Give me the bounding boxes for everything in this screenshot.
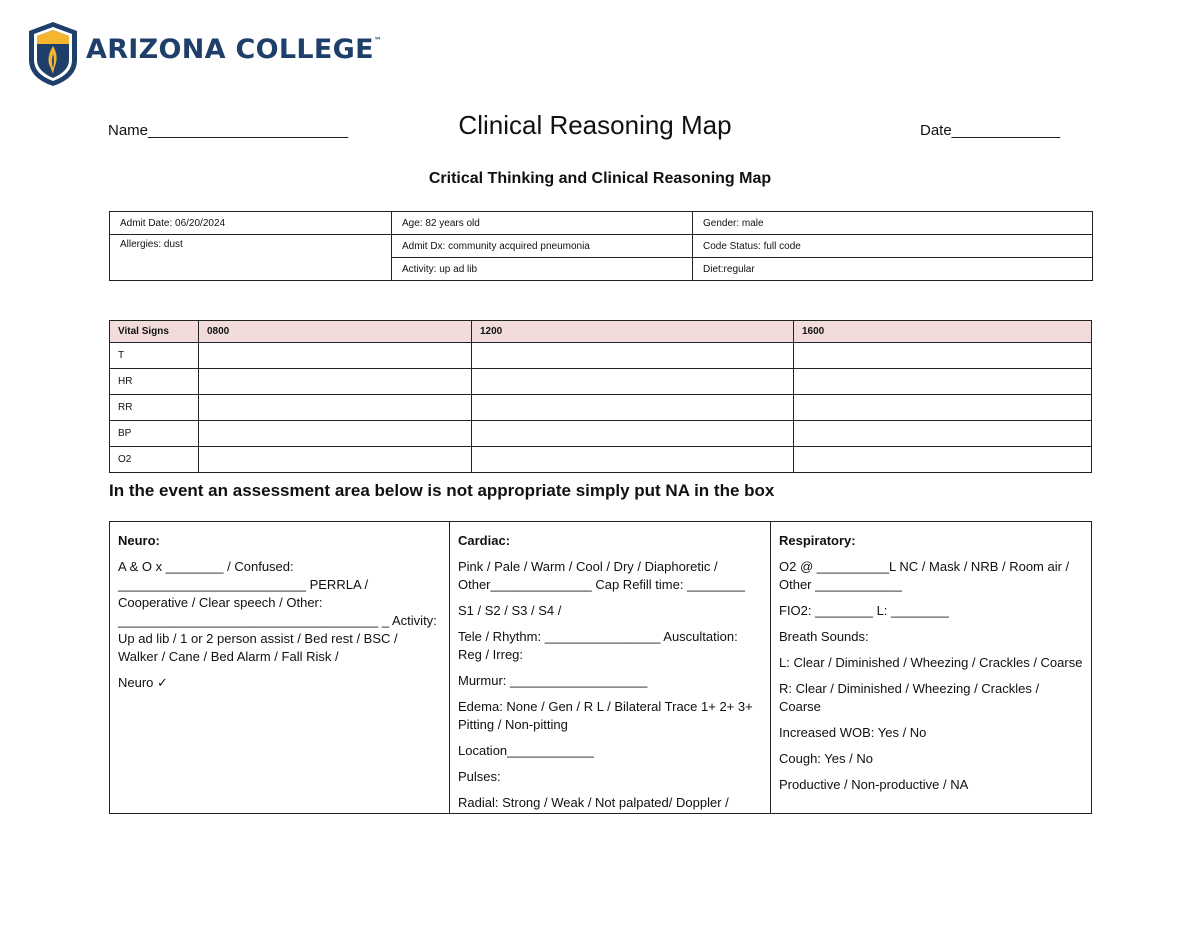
page-title: Clinical Reasoning Map	[458, 110, 732, 140]
vitals-row-rr	[110, 395, 1092, 421]
vitals-row-label: RR	[110, 395, 199, 421]
vitals-cell[interactable]	[794, 343, 1092, 369]
vitals-cell[interactable]	[199, 421, 472, 447]
date-field-label: Date_____________	[920, 122, 1061, 139]
age-cell: Age: 82 years old	[392, 212, 693, 235]
vitals-row-label: HR	[110, 369, 199, 395]
cardiac-section[interactable]	[450, 522, 771, 813]
vitals-header-label: Vital Signs	[110, 321, 199, 343]
vitals-cell[interactable]	[199, 369, 472, 395]
vitals-row-hr	[110, 369, 1092, 395]
cardiac-line: Edema: None / Gen / R L / Bilateral Trace 1+ 2+ 3+ Pitting / Non-pitting	[458, 699, 753, 732]
respiratory-section[interactable]	[771, 522, 1091, 813]
name-field-label: Name________________________	[108, 122, 349, 139]
na-instruction-note: In the event an assessment area below is not appropriate simply put NA in the box	[109, 481, 775, 500]
allergies-cell: Allergies: dust	[110, 235, 392, 281]
vitals-cell[interactable]	[794, 395, 1092, 421]
neuro-heading: Neuro:	[118, 533, 160, 548]
respiratory-line: Cough: Yes / No	[779, 751, 873, 766]
vitals-cell[interactable]	[794, 369, 1092, 395]
vitals-header-row	[110, 321, 1092, 343]
vitals-row-t	[110, 343, 1092, 369]
admit-date-cell: Admit Date: 06/20/2024	[110, 212, 392, 235]
vitals-time-1600: 1600	[794, 321, 1092, 343]
vitals-time-0800: 0800	[199, 321, 472, 343]
vitals-cell[interactable]	[472, 343, 794, 369]
activity-cell: Activity: up ad lib	[392, 258, 693, 281]
cardiac-line: Pulses:	[458, 769, 501, 784]
vitals-cell[interactable]	[472, 369, 794, 395]
vitals-cell[interactable]	[794, 421, 1092, 447]
table-row	[110, 235, 1093, 258]
vitals-cell[interactable]	[472, 447, 794, 473]
cardiac-line: S1 / S2 / S3 / S4 /	[458, 603, 562, 618]
logo-wordmark-text: ARIZONA COLLEGE	[86, 34, 374, 65]
diet-cell: Diet:regular	[693, 258, 1093, 281]
vitals-row-label: BP	[110, 421, 199, 447]
respiratory-heading: Respiratory:	[779, 533, 856, 548]
patient-info-table	[109, 211, 1093, 281]
vitals-cell[interactable]	[199, 343, 472, 369]
vitals-cell[interactable]	[199, 395, 472, 421]
neuro-check-line: Neuro ✓	[118, 675, 168, 690]
vitals-cell[interactable]	[472, 395, 794, 421]
vitals-cell[interactable]	[199, 447, 472, 473]
vitals-row-o2	[110, 447, 1092, 473]
logo-wordmark	[86, 34, 382, 65]
respiratory-line: Breath Sounds:	[779, 629, 869, 644]
vitals-row-bp	[110, 421, 1092, 447]
gender-cell: Gender: male	[693, 212, 1093, 235]
respiratory-line: Productive / Non-productive / NA	[779, 777, 969, 792]
vitals-row-label: O2	[110, 447, 199, 473]
respiratory-line: L: Clear / Diminished / Wheezing / Crackles / Coarse	[779, 655, 1083, 670]
neuro-section[interactable]	[110, 522, 450, 813]
neuro-line: A & O x ________ / Confused: __________________________ PERRLA / Cooperative / Clear speech / Other: ____________________________________ _ Activity: Up ad lib / 1 or 2 person assist / Bed rest / BSC / Walker / Cane / Bed Alarm / Fall Risk /	[118, 559, 437, 664]
admit-dx-cell: Admit Dx: community acquired pneumonia	[392, 235, 693, 258]
assessment-grid	[109, 521, 1092, 814]
code-status-cell: Code Status: full code	[693, 235, 1093, 258]
table-row	[110, 212, 1093, 235]
vitals-cell[interactable]	[794, 447, 1092, 473]
cardiac-heading: Cardiac:	[458, 533, 511, 548]
trademark-symbol: ™	[373, 36, 383, 45]
page-subtitle: Critical Thinking and Clinical Reasoning Map	[428, 170, 772, 187]
respiratory-line: FIO2: ________ L: ________	[779, 603, 949, 618]
vitals-cell[interactable]	[472, 421, 794, 447]
cardiac-line: Location____________	[458, 743, 594, 758]
vitals-time-1200: 1200	[472, 321, 794, 343]
vital-signs-table	[109, 320, 1092, 473]
cardiac-line: Murmur: ___________________	[458, 673, 648, 688]
respiratory-line: Increased WOB: Yes / No	[779, 725, 927, 740]
respiratory-line: R: Clear / Diminished / Wheezing / Crackles / Coarse	[779, 681, 1040, 714]
respiratory-line: O2 @ __________L NC / Mask / NRB / Room air / Other ____________	[779, 559, 1070, 592]
cardiac-line: Radial: Strong / Weak / Not palpated/ Doppler /	[458, 795, 729, 810]
cardiac-line: Pink / Pale / Warm / Cool / Dry / Diaphoretic / Other______________ Cap Refill time: ________	[458, 559, 745, 592]
shield-logo-icon	[26, 20, 80, 88]
cardiac-line: Tele / Rhythm: ________________ Auscultation: Reg / Irreg:	[458, 629, 738, 662]
vitals-row-label: T	[110, 343, 199, 369]
